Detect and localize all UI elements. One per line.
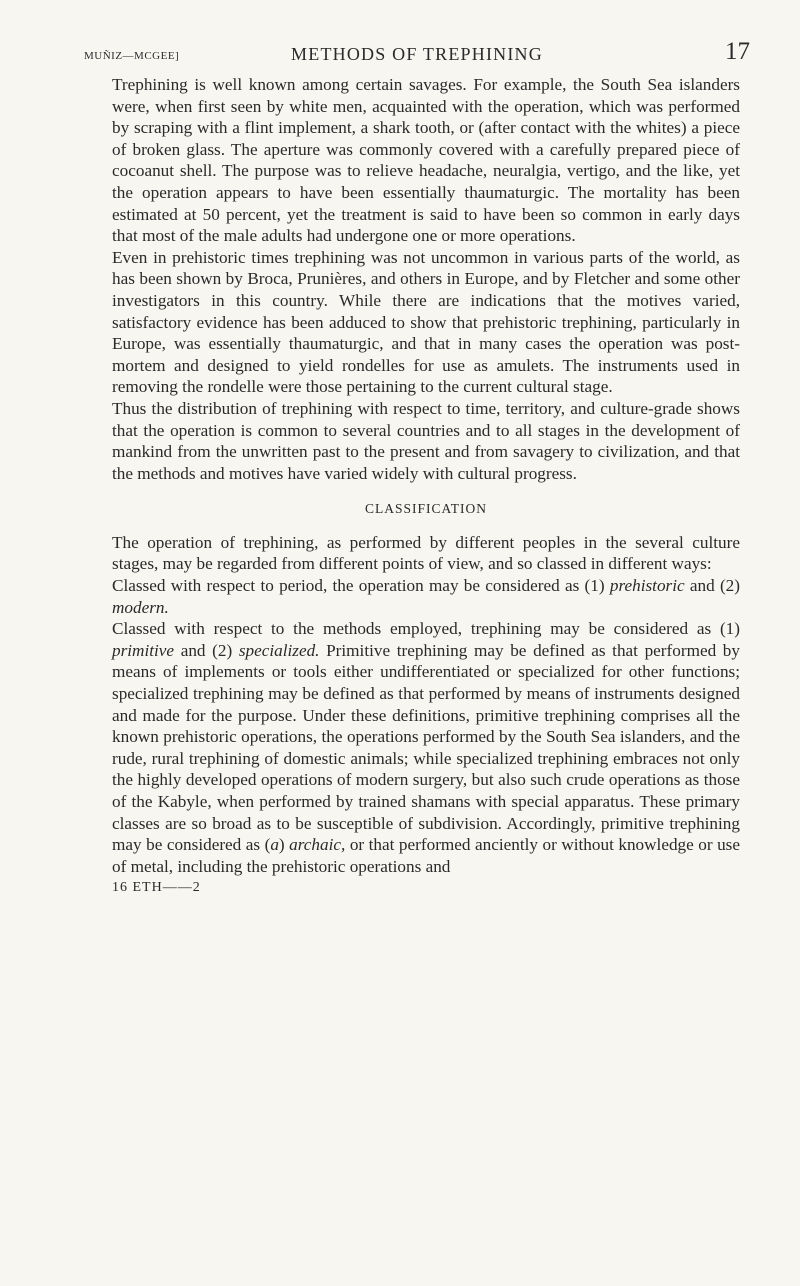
- signature-mark: 16 ETH——2: [112, 880, 201, 896]
- methods-text-3: Primitive trephining may be defined as that performed by means of implements or tools either undifferentiated or specialized for other functions; specialized trephining may be defined as that performed by means of instruments designed and made for the purpose. Under these definitions, primitive trephining comprises all the known prehistoric operations, the operations performed by the South Sea islanders, and the rude, rural trephining of domestic animals; while specialized trephining embraces not only the highly developed operations of modern surgery, but also such crude operations as those of the Kabyle, when performed by trained shamans with special apparatus. These primary classes are so broad as to be susceptible of subdivision. Accordingly, primitive trephining may be considered as (: [112, 640, 740, 855]
- methods-text-5: or that performed anciently or without knowledge or use of metal, including the prehistoric operations and: [112, 835, 740, 876]
- methods-term-archaic: archaic,: [289, 835, 346, 855]
- period-text-1: Classed with respect to period, the operation may be considered as (1): [112, 576, 610, 596]
- page-number: 17: [725, 38, 750, 65]
- period-term-prehistoric: prehistoric: [609, 576, 685, 596]
- period-text-2: and (2): [684, 576, 741, 596]
- paragraph-classification-intro: The operation of trephining, as performed by different peoples in the several culture stages, may be regarded from different points of view, and so classed in different ways:: [112, 532, 740, 574]
- methods-term-primitive: primitive: [112, 640, 175, 660]
- period-term-modern: modern.: [112, 597, 169, 617]
- paragraph-period: [112, 575, 740, 618]
- running-head-title: METHODS OF TREPHINING: [291, 44, 543, 64]
- methods-text-4: ): [278, 835, 290, 855]
- page-body: [112, 74, 740, 899]
- paragraph-savages: Trephining is well known among certain savages. For example, the South Sea islanders were, when first seen by white men, acquainted with the operation, which was performed by scraping with a flint implement, a shark tooth, or (after contact with the whites) a piece of broken glass. The aperture was commonly covered with a carefully prepared piece of cocoanut shell. The purpose was to relieve headache, neuralgia, vertigo, and the like, yet the operation appears to have been essentially thaumaturgic. The mortality has been estimated at 50 percent, yet the treatment is said to have been so common in early days that most of the male adults had undergone one or more operations.: [112, 75, 740, 246]
- running-head: [84, 38, 750, 68]
- paragraph-prehistoric: Even in prehistoric times trephining was not uncommon in various parts of the world, as has been shown by Broca, Prunières, and others in Europe, and by Fletcher and some other investigators in this country. While there are indications that the motives varied, satisfactory evidence has been adduced to show that prehistoric trephining, particularly in Europe, was essentially thaumaturgic, and that in many cases the operation was post-mortem and designed to yield rondelles for use as amulets. The instruments used in removing the rondelle were those pertaining to the current cultural stage.: [112, 247, 740, 397]
- paragraph-distribution: Thus the distribution of trephining with respect to time, territory, and culture-grade shows that the operation is common to several countries and to all stages in the development of mankind from the unwritten past to the present and from savagery to civilization, and that the methods and motives have varied widely with cultural progress.: [112, 398, 740, 483]
- methods-text-1: Classed with respect to the methods employed, trephining may be considered as (1): [112, 619, 740, 639]
- methods-text-2: and (2): [174, 640, 239, 660]
- paragraph-methods: [112, 618, 740, 877]
- methods-term-specialized: specialized.: [238, 640, 320, 660]
- section-heading: CLASSIFICATION: [364, 501, 487, 517]
- methods-term-a: a: [270, 835, 279, 855]
- running-head-authors: MUÑIZ—MCGEE]: [84, 50, 180, 62]
